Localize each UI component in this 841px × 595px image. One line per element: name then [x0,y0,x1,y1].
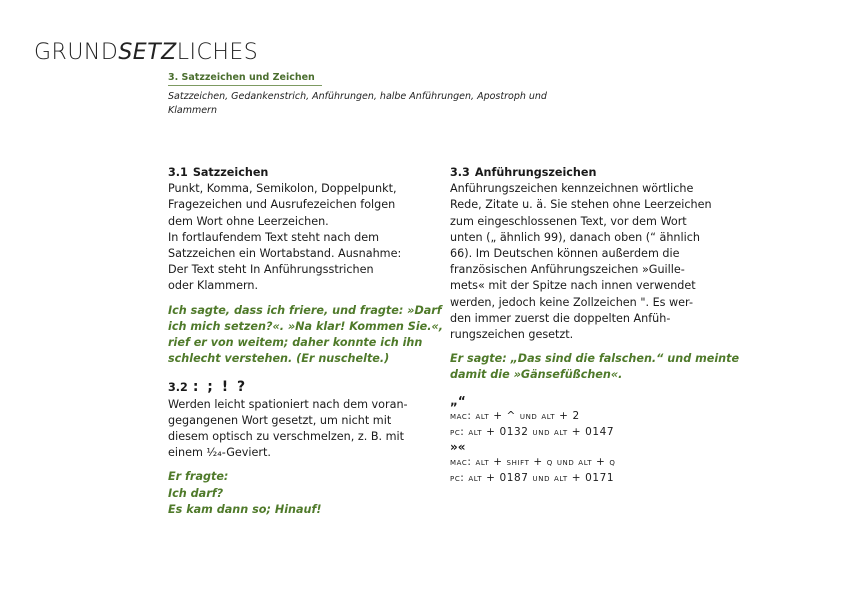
body-line: mets« mit der Spitze nach innen verwendet [450,279,696,293]
body-line: französischen Anführungszeichen »Guille- [450,263,685,277]
example-line: schlecht verstehen. (Er nuschelte.) [168,352,390,366]
shortcut-mac-quotes: mac: alt + ^ und alt + 2 [450,409,580,422]
body-line: den immer zuerst die doppelten Anfüh- [450,311,671,325]
section-intro [168,90,578,118]
body-line: gegangenen Wort gesetzt, um nicht mit [168,413,392,427]
example-line: rief er von weitem; daher konnte ich ihn [168,336,423,350]
section-3-1 [168,165,444,367]
body-line: rungszeichen gesetzt. [450,328,574,342]
title-part-2: SETZ [118,40,177,65]
example-line: Ich sagte, dass ich friere, und fragte: »Darf [168,303,442,317]
section-title: Satzzeichen [192,166,269,179]
section-number: 3.3 [450,166,470,179]
section-number: 3.1 [168,166,188,179]
body-line: Rede, Zitate u. ä. Sie stehen ohne Leerzeichen [450,198,712,212]
shortcut-pc-guillemets: pc: alt + 0187 und alt + 0171 [450,472,615,485]
example-line: Ich darf? [168,486,224,500]
body-line: Fragezeichen und Ausrufezeichen folgen [168,198,396,212]
example-line: damit die »Gänsefüßchen«. [450,368,623,382]
body-line: zum eingeschlossenen Text, vor dem Wort [450,214,687,228]
section-heading [168,165,438,181]
body-line: dem Wort ohne Leerzeichen. [168,214,329,228]
body-line: Satzzeichen ein Wortabstand. Ausnahme: [168,247,402,261]
body-line: Werden leicht spationiert nach dem voran- [168,397,408,411]
section-number: 3.2 [168,381,188,395]
example-text [168,303,444,368]
body-line: unten („ ähnlich 99), danach oben (“ ähnlich [450,230,700,244]
section-3-3 [450,165,740,486]
section-title: Anführungszeichen [474,166,597,179]
body-line: In fortlaufendem Text steht nach dem [168,230,380,244]
section-heading [168,379,438,396]
guillemets-symbol: »« [450,440,466,455]
section-title: : ; ! ? [192,379,248,396]
intro-line: Klammern [168,105,217,116]
shortcut-list [450,394,720,487]
shortcut-pc-quotes: pc: alt + 0132 und alt + 0147 [450,425,615,438]
section-label: 3. Satzzeichen und Zeichen [168,72,322,86]
body-line: 66). Im Deutschen können außerdem die [450,247,680,261]
left-column [168,165,444,524]
example-line: ich mich setzen?«. »Na klar! Kommen Sie.«, [168,319,444,333]
example-text [450,351,740,383]
body-line: oder Klammern. [168,279,259,293]
section-heading [450,165,720,181]
quotes-symbol: „“ [450,393,466,408]
body-line: Der Text steht In Anführungsstrichen [168,263,374,277]
title-part-3: LICHES [176,40,259,65]
shortcut-mac-guillemets: mac: alt + shift + q und alt + q [450,456,616,469]
example-line: Es kam dann so; Hinauf! [168,502,322,516]
body-line: Punkt, Komma, Semikolon, Doppelpunkt, [168,182,397,196]
title-part-1: GRUND [34,40,119,65]
body-line: einem ¹⁄₂₄-Geviert. [168,446,271,460]
body-line: Anführungszeichen kennzeichnen wörtliche [450,182,694,196]
page-title [34,40,258,65]
intro-line: Satzzeichen, Gedankenstrich, Anführungen, halbe Anführungen, Apostroph und [168,91,547,102]
right-column [450,165,740,492]
body-line: diesem optisch zu verschmelzen, z. B. mit [168,430,405,444]
example-text [168,469,438,518]
body-line: werden, jedoch keine Zollzeichen ". Es wer- [450,295,693,309]
example-line: Er fragte: [168,470,229,484]
example-line: Er sagte: „Das sind die falschen.“ und meinte [450,352,740,366]
section-3-2 [168,379,438,518]
